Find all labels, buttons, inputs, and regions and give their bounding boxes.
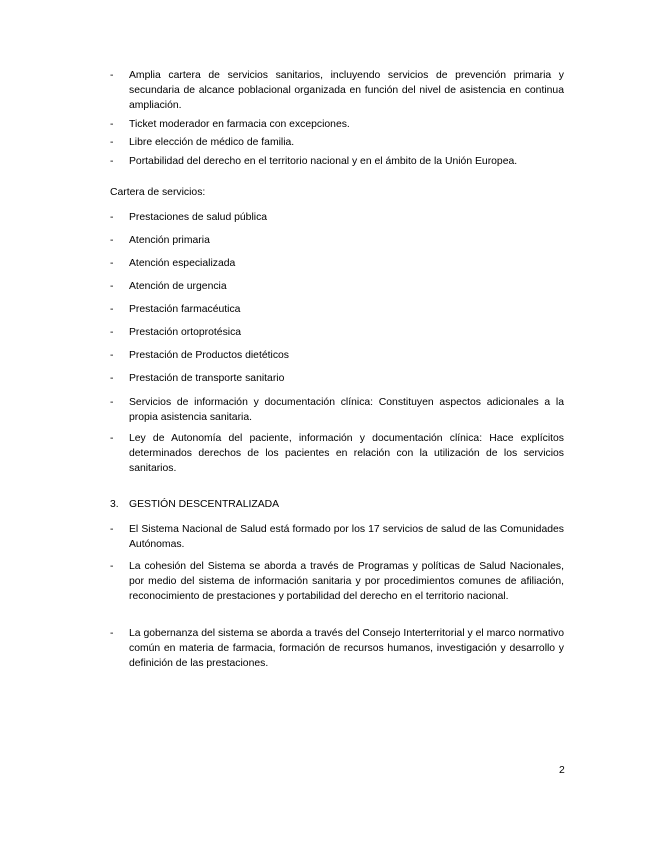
list-item <box>110 522 564 552</box>
list-item <box>110 431 564 476</box>
list-item-text: La cohesión del Sistema se aborda a través de Programas y políticas de Salud Nacionales, por medio del sistema de información sanitaria y por procedimientos comunes de afiliación, reconocimiento de prestaciones y portabilidad del derecho en el territorio nacional. <box>129 561 564 602</box>
bullet-dash: - <box>110 119 114 130</box>
list-item-text: El Sistema Nacional de Salud está formado por los 17 servicios de salud de las Comunidades Autónomas. <box>129 524 564 550</box>
bullet-dash: - <box>110 561 114 572</box>
bullet-dash: - <box>110 397 114 408</box>
list-item-text: Atención de urgencia <box>129 281 227 292</box>
bullet-dash: - <box>110 281 114 292</box>
list-item <box>110 256 564 271</box>
list-item <box>110 154 564 169</box>
list-item-text: Libre elección de médico de familia. <box>129 137 295 148</box>
bullet-dash: - <box>110 235 114 246</box>
bullet-dash: - <box>110 137 114 148</box>
bullet-dash: - <box>110 350 114 361</box>
list-item <box>110 210 564 225</box>
list-item <box>110 233 564 248</box>
bullet-dash: - <box>110 156 114 167</box>
bullet-dash: - <box>110 212 114 223</box>
bullet-dash: - <box>110 524 114 535</box>
list-item <box>110 135 564 150</box>
bullet-dash: - <box>110 70 114 81</box>
list-item-text: Amplia cartera de servicios sanitarios, incluyendo servicios de prevención primaria y secundaria de alcance poblacional organizada en función del nivel de asistencia en continua ampliación. <box>129 70 564 111</box>
list-item-text: Prestación farmacéutica <box>129 304 241 315</box>
list-item <box>110 559 564 604</box>
list-item-text: Portabilidad del derecho en el territorio nacional y en el ámbito de la Unión Europea. <box>129 156 518 167</box>
list-item <box>110 68 564 113</box>
list-item-text: Atención especializada <box>129 258 236 269</box>
section-heading <box>110 497 279 512</box>
list-item <box>110 279 564 294</box>
list-item-text: La gobernanza del sistema se aborda a través del Consejo Interterritorial y el marco normativo común en materia de farmacia, formación de recursos humanos, investigación y desarrollo y definición de las prestaciones. <box>129 628 564 669</box>
services-heading: Cartera de servicios: <box>110 187 206 198</box>
list-item <box>110 117 564 132</box>
list-item-text: Prestación de Productos dietéticos <box>129 350 289 361</box>
list-item-text: Prestación de transporte sanitario <box>129 373 285 384</box>
list-item-text: Ley de Autonomía del paciente, información y documentación clínica: Hace explícitos determinados derechos de los pacientes en relación con la utilización de los servicios sanitarios. <box>129 433 564 474</box>
list-item-text: Prestación ortoprotésica <box>129 327 242 338</box>
list-item <box>110 371 564 386</box>
list-item <box>110 626 564 671</box>
list-item-text: Servicios de información y documentación clínica: Constituyen aspectos adicionales a la propia asistencia sanitaria. <box>129 397 564 423</box>
list-item <box>110 325 564 340</box>
bullet-dash: - <box>110 628 114 639</box>
bullet-dash: - <box>110 433 114 444</box>
list-item-text: Atención primaria <box>129 235 210 246</box>
bullet-dash: - <box>110 258 114 269</box>
bullet-dash: - <box>110 373 114 384</box>
bullet-dash: - <box>110 304 114 315</box>
section-number: 3. <box>110 499 119 510</box>
list-item <box>110 348 564 363</box>
list-item <box>110 302 564 317</box>
section-title: GESTIÓN DESCENTRALIZADA <box>129 499 280 510</box>
list-item-text: Ticket moderador en farmacia con excepciones. <box>129 119 350 130</box>
bullet-dash: - <box>110 327 114 338</box>
list-item-text: Prestaciones de salud pública <box>129 212 268 223</box>
list-item <box>110 395 564 425</box>
page-number: 2 <box>559 765 565 776</box>
